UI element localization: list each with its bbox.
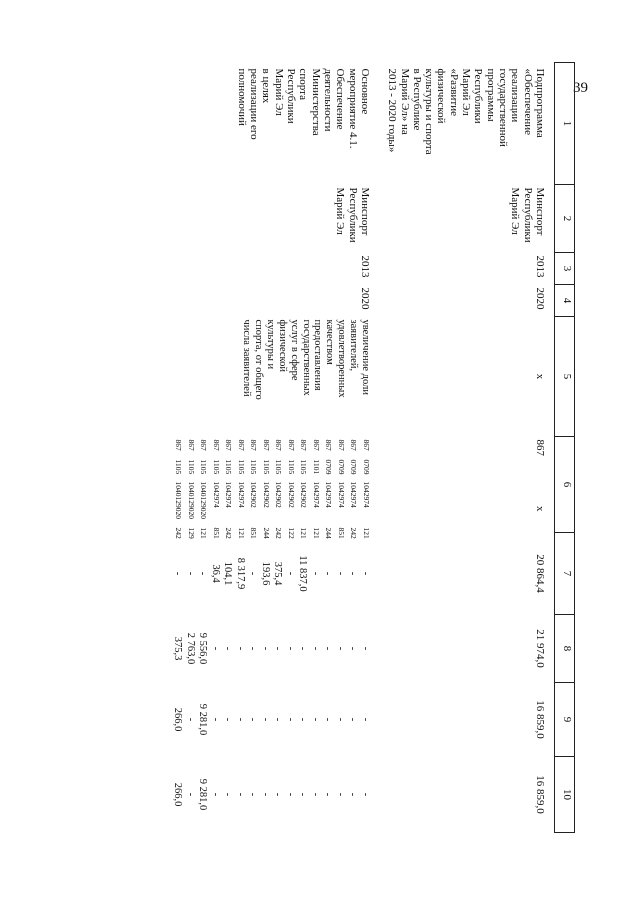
budget-value-v8: -	[247, 646, 259, 651]
text-line: физической	[276, 319, 288, 372]
budget-code-csr: 1040129020	[199, 481, 209, 519]
budget-value-v8: -	[322, 646, 334, 651]
budget-code-rz: 1105	[286, 459, 296, 475]
budget-code-vr: 121	[361, 527, 371, 539]
budget-value-v8: -	[209, 646, 221, 651]
activity-row	[170, 63, 385, 833]
text-line: Республики	[472, 68, 485, 124]
budget-code-grbs: 867	[224, 439, 234, 451]
budget-code-row	[221, 439, 234, 539]
text-line: качеством	[324, 319, 336, 365]
budget-code-vr: 121	[299, 527, 309, 539]
budget-code-row	[271, 439, 284, 539]
subprogram-codes: x	[534, 506, 546, 512]
budget-code-vr: 121	[199, 527, 209, 539]
budget-value-v7: -	[359, 571, 371, 576]
budget-value-v9: -	[347, 717, 359, 722]
budget-code-vr: 242	[274, 527, 284, 539]
budget-value-v10: -	[272, 792, 284, 797]
activity-start-year: 2013	[358, 255, 371, 278]
text-line: Подпрограмма	[534, 68, 546, 138]
subprogram-value-10: 16 859,0	[534, 775, 546, 814]
budget-code-grbs: 867	[174, 439, 184, 451]
subprogram-name	[386, 69, 546, 181]
header-cell: 10	[555, 757, 575, 833]
budget-value-v9: 9 281,0	[197, 703, 209, 736]
text-line: увеличение доли	[359, 319, 371, 395]
text-line: в Республике	[410, 68, 423, 131]
budget-code-grbs: 867	[349, 439, 359, 451]
text-line: числа заявителей	[241, 319, 253, 397]
budget-code-csr: 1042902	[261, 481, 271, 508]
budget-value-v10: -	[209, 792, 221, 797]
budget-code-row	[246, 439, 259, 539]
activity-executor	[334, 188, 371, 250]
budget-code-vr: 851	[249, 527, 259, 539]
budget-value-v10: -	[347, 792, 359, 797]
budget-code-grbs: 867	[199, 439, 209, 451]
text-line: реализации его	[248, 68, 261, 140]
budget-value-v9: -	[234, 717, 246, 722]
budget-code-grbs: 867	[249, 439, 259, 451]
budget-value-v8: -	[234, 646, 246, 651]
text-line: Республики	[285, 68, 298, 124]
budget-value-v9: -	[297, 717, 309, 722]
budget-value-v10: 9 281,0	[197, 778, 209, 811]
budget-code-vr: 121	[311, 527, 321, 539]
text-line: Республики	[346, 187, 359, 243]
text-line: Республики	[521, 187, 534, 243]
header-cell: 6	[555, 437, 575, 533]
budget-value-v7: 8 317,9	[234, 557, 246, 590]
budget-code-rz: 0709	[336, 459, 346, 475]
text-line: Марий Эл	[509, 187, 522, 235]
page-number: 39	[573, 80, 588, 96]
budget-value-v9: -	[184, 717, 196, 722]
budget-code-vr: 244	[324, 527, 334, 539]
budget-value-v9: -	[272, 717, 284, 722]
text-line: «Развитие	[447, 68, 460, 117]
subprogram-start-year: 2013	[534, 255, 546, 278]
budget-code-csr: 1042974	[236, 481, 246, 508]
budget-value-v9: -	[334, 717, 346, 722]
budget-code-grbs: 867	[186, 439, 196, 451]
budget-code-csr: 1042974	[361, 481, 371, 508]
budget-code-row	[308, 439, 321, 539]
budget-code-rz: 1105	[249, 459, 259, 475]
budget-code-csr: 1042902	[299, 481, 309, 508]
text-line: мероприятие 4.1.	[346, 68, 359, 149]
budget-code-row	[283, 439, 296, 539]
budget-code-row	[183, 439, 196, 539]
budget-value-v8: -	[272, 646, 284, 651]
text-line: Министерства	[309, 68, 322, 136]
budget-value-v7: -	[309, 571, 321, 576]
budget-table	[170, 62, 575, 833]
budget-code-rz: 1105	[211, 459, 221, 475]
budget-value-v8: -	[359, 646, 371, 651]
budget-value-v7: -	[322, 571, 334, 576]
budget-value-v7: 36,4	[209, 564, 221, 583]
activity-values-8	[171, 618, 371, 680]
budget-code-csr: 1042902	[249, 481, 259, 508]
budget-value-v8: -	[309, 646, 321, 651]
text-line: Обеспечение	[334, 68, 347, 130]
activity-end-year: 2020	[358, 287, 371, 310]
text-line: 2013 - 2020 годы»	[386, 68, 399, 153]
budget-code-rz: 1105	[261, 459, 271, 475]
text-line: культуры и	[265, 319, 277, 370]
budget-value-v7: -	[197, 571, 209, 576]
activity-name	[236, 69, 371, 181]
budget-code-grbs: 867	[336, 439, 346, 451]
subprogram-indicator: x	[534, 373, 546, 380]
budget-value-v10: -	[234, 792, 246, 797]
budget-code-vr: 129	[186, 527, 196, 539]
budget-value-v8: 9 556,0	[197, 632, 209, 665]
budget-code-rz: 0709	[349, 459, 359, 475]
budget-code-rz: 1105	[224, 459, 234, 475]
budget-code-rz: 1105	[186, 459, 196, 475]
text-line: государственной	[497, 68, 510, 147]
text-line: полномочий	[235, 68, 248, 126]
text-line: Основное	[358, 68, 371, 115]
header-cell: 3	[555, 253, 575, 285]
text-line: деятельности	[322, 68, 334, 132]
header-cell: 1	[555, 63, 575, 185]
budget-code-csr: 1042902	[286, 481, 296, 508]
budget-code-row	[196, 439, 209, 539]
budget-code-grbs: 867	[311, 439, 321, 451]
budget-code-csr: 1042974	[324, 481, 334, 508]
budget-value-v7: -	[184, 571, 196, 576]
text-line: предоставления	[312, 319, 324, 391]
budget-value-v10: -	[322, 792, 334, 797]
text-line: Марий Эл	[272, 68, 285, 116]
text-line: Минспорт	[534, 187, 546, 236]
budget-code-vr: 242	[349, 527, 359, 539]
subprogram-value-9: 16 859,0	[534, 700, 546, 739]
budget-code-rz: 1105	[274, 459, 284, 475]
text-line: в целях	[260, 68, 273, 104]
budget-code-grbs: 867	[324, 439, 334, 451]
text-line: услуг в сфере	[288, 319, 300, 381]
budget-value-v9: -	[309, 717, 321, 722]
budget-code-grbs: 867	[274, 439, 284, 451]
budget-code-csr: 1042974	[224, 481, 234, 508]
budget-code-csr: 1042902	[274, 481, 284, 508]
text-line: спорта	[297, 68, 310, 100]
budget-code-row	[346, 439, 359, 539]
text-line: Марий Эл	[334, 187, 347, 235]
text-line: физической	[435, 68, 448, 124]
budget-value-v8: 375,3	[172, 636, 184, 661]
activity-values-9	[171, 686, 371, 754]
budget-value-v9: -	[259, 717, 271, 722]
budget-code-row	[208, 439, 221, 539]
budget-code-vr: 122	[286, 527, 296, 539]
budget-code-row	[333, 439, 346, 539]
header-cell: 5	[555, 317, 575, 437]
budget-value-v10: -	[184, 792, 196, 797]
budget-value-v9: -	[322, 717, 334, 722]
budget-code-csr: 1040129020	[186, 481, 196, 519]
budget-code-row	[321, 439, 334, 539]
header-cell: 8	[555, 615, 575, 683]
budget-code-grbs: 867	[299, 439, 309, 451]
budget-value-v9: -	[359, 717, 371, 722]
budget-value-v7: -	[284, 571, 296, 576]
budget-code-row	[258, 439, 271, 539]
header-cell: 2	[555, 185, 575, 253]
budget-code-csr: 1042974	[311, 481, 321, 508]
budget-value-v10: -	[359, 792, 371, 797]
budget-value-v10: 266,0	[172, 782, 184, 807]
budget-value-v10: -	[284, 792, 296, 797]
budget-value-v10: -	[334, 792, 346, 797]
budget-code-rz: 1105	[174, 459, 184, 475]
budget-code-rz: 1105	[299, 459, 309, 475]
text-line: удовлетворенных	[336, 319, 348, 398]
budget-value-v7: -	[334, 571, 346, 576]
budget-code-rz: 0709	[324, 459, 334, 475]
text-line: Марий Эл	[460, 68, 473, 116]
budget-value-v7: -	[247, 571, 259, 576]
budget-code-csr: 1040129020	[174, 481, 184, 519]
budget-value-v10: -	[259, 792, 271, 797]
budget-value-v10: -	[309, 792, 321, 797]
budget-value-v7: 375,4	[272, 561, 284, 586]
budget-value-v7: -	[347, 571, 359, 576]
text-line: Марий Эл» на	[398, 68, 411, 135]
subprogram-end-year: 2020	[534, 287, 546, 310]
budget-code-grbs: 867	[286, 439, 296, 451]
text-line: государственных	[300, 319, 312, 396]
budget-value-v8: -	[334, 646, 346, 651]
budget-value-v8: -	[347, 646, 359, 651]
budget-value-v8: -	[259, 646, 271, 651]
budget-value-v9: -	[247, 717, 259, 722]
budget-code-grbs: 867	[361, 439, 371, 451]
header-cell: 4	[555, 285, 575, 317]
budget-code-row	[358, 439, 371, 539]
budget-code-vr: 242	[224, 527, 234, 539]
header-cell: 9	[555, 683, 575, 757]
rotated-table-sheet	[105, 62, 575, 832]
budget-value-v10: -	[247, 792, 259, 797]
activity-values-10	[171, 760, 371, 830]
budget-code-rz: 1101	[311, 459, 321, 475]
activity-budget-codes	[171, 439, 371, 539]
budget-value-v8: -	[284, 646, 296, 651]
budget-value-v10: -	[297, 792, 309, 797]
text-line: программы	[484, 68, 497, 122]
budget-value-v8: -	[222, 646, 234, 651]
budget-code-csr: 1042974	[336, 481, 346, 508]
budget-code-csr: 1042974	[211, 481, 221, 508]
budget-code-csr: 1042974	[349, 481, 359, 508]
text-line: заявителей,	[348, 319, 360, 372]
budget-value-v9: -	[284, 717, 296, 722]
budget-value-v10: -	[222, 792, 234, 797]
subprogram-executor	[509, 188, 546, 250]
budget-value-v7: 104,1	[222, 561, 234, 586]
subprogram-value-8: 21 974,0	[534, 629, 546, 668]
budget-value-v7: 11 837,0	[297, 555, 309, 592]
budget-value-v8: 2 763,0	[184, 632, 196, 665]
budget-code-vr: 121	[236, 527, 246, 539]
budget-code-vr: 244	[261, 527, 271, 539]
budget-code-rz: 0709	[361, 459, 371, 475]
budget-code-row	[233, 439, 246, 539]
budget-code-vr: 851	[211, 527, 221, 539]
budget-code-rz: 1105	[236, 459, 246, 475]
header-cell: 7	[555, 533, 575, 615]
budget-code-vr: 851	[336, 527, 346, 539]
budget-value-v9: -	[209, 717, 221, 722]
text-line: «Обеспечение	[521, 68, 534, 135]
activity-indicator	[240, 320, 370, 434]
budget-value-v7: -	[172, 571, 184, 576]
text-line: реализации	[509, 68, 522, 123]
budget-code-grbs: 867	[261, 439, 271, 451]
budget-code-vr: 242	[174, 527, 184, 539]
budget-value-v9: 266,0	[172, 707, 184, 732]
budget-code-row	[171, 439, 184, 539]
header-row	[555, 63, 575, 833]
subprogram-row	[385, 63, 555, 833]
activity-values-7	[171, 536, 371, 612]
budget-code-rz: 1105	[199, 459, 209, 475]
text-line: Минспорт	[358, 187, 371, 236]
budget-code-grbs: 867	[236, 439, 246, 451]
budget-code-row	[296, 439, 309, 539]
text-line: спорта, от общего	[253, 319, 265, 400]
subprogram-value-7: 20 864,4	[534, 554, 546, 593]
budget-value-v7: 193,6	[259, 561, 271, 586]
budget-value-v9: -	[222, 717, 234, 722]
subprogram-grbs: 867	[534, 439, 546, 456]
budget-code-grbs: 867	[211, 439, 221, 451]
budget-value-v8: -	[297, 646, 309, 651]
text-line: культуры и спорта	[423, 68, 436, 155]
